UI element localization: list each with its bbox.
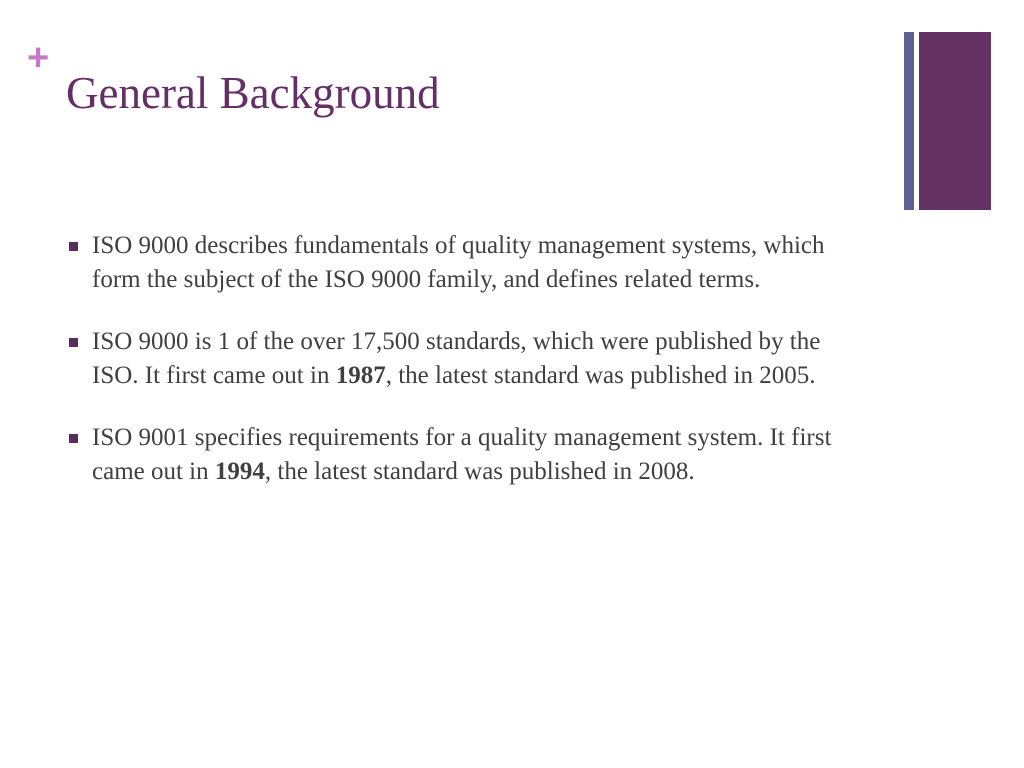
bullet-square-icon bbox=[69, 242, 78, 251]
bullet-text-end: , the latest standard was published in 2008. bbox=[264, 458, 695, 485]
bullet-square-icon bbox=[69, 434, 78, 443]
accent-thin-bar bbox=[904, 32, 914, 210]
bullet-text: ISO 9000 describes fundamentals of quality management systems, which form the subject of the ISO 9000 family, and defines related terms. bbox=[92, 232, 825, 293]
bullet-text-start: ISO 9000 is 1 of the over 17,500 standards, which were published by the ISO. It first came out in bbox=[92, 328, 821, 389]
slide-title: General Background bbox=[66, 68, 440, 118]
bullet-list bbox=[66, 229, 866, 517]
bullet-item-2 bbox=[66, 325, 866, 393]
accent-thick-bar bbox=[919, 32, 991, 210]
bullet-item-1 bbox=[66, 229, 866, 297]
bullet-year-bold: 1994 bbox=[214, 458, 265, 485]
bullet-text-start: ISO 9001 specifies requirements for a quality management system. It first came out in bbox=[92, 424, 832, 485]
bullet-year-bold: 1987 bbox=[335, 362, 386, 389]
bullet-item-3 bbox=[66, 421, 866, 489]
bullet-text-end: , the latest standard was published in 2005. bbox=[385, 362, 816, 389]
bullet-square-icon bbox=[69, 338, 78, 347]
plus-icon: + bbox=[27, 37, 50, 79]
